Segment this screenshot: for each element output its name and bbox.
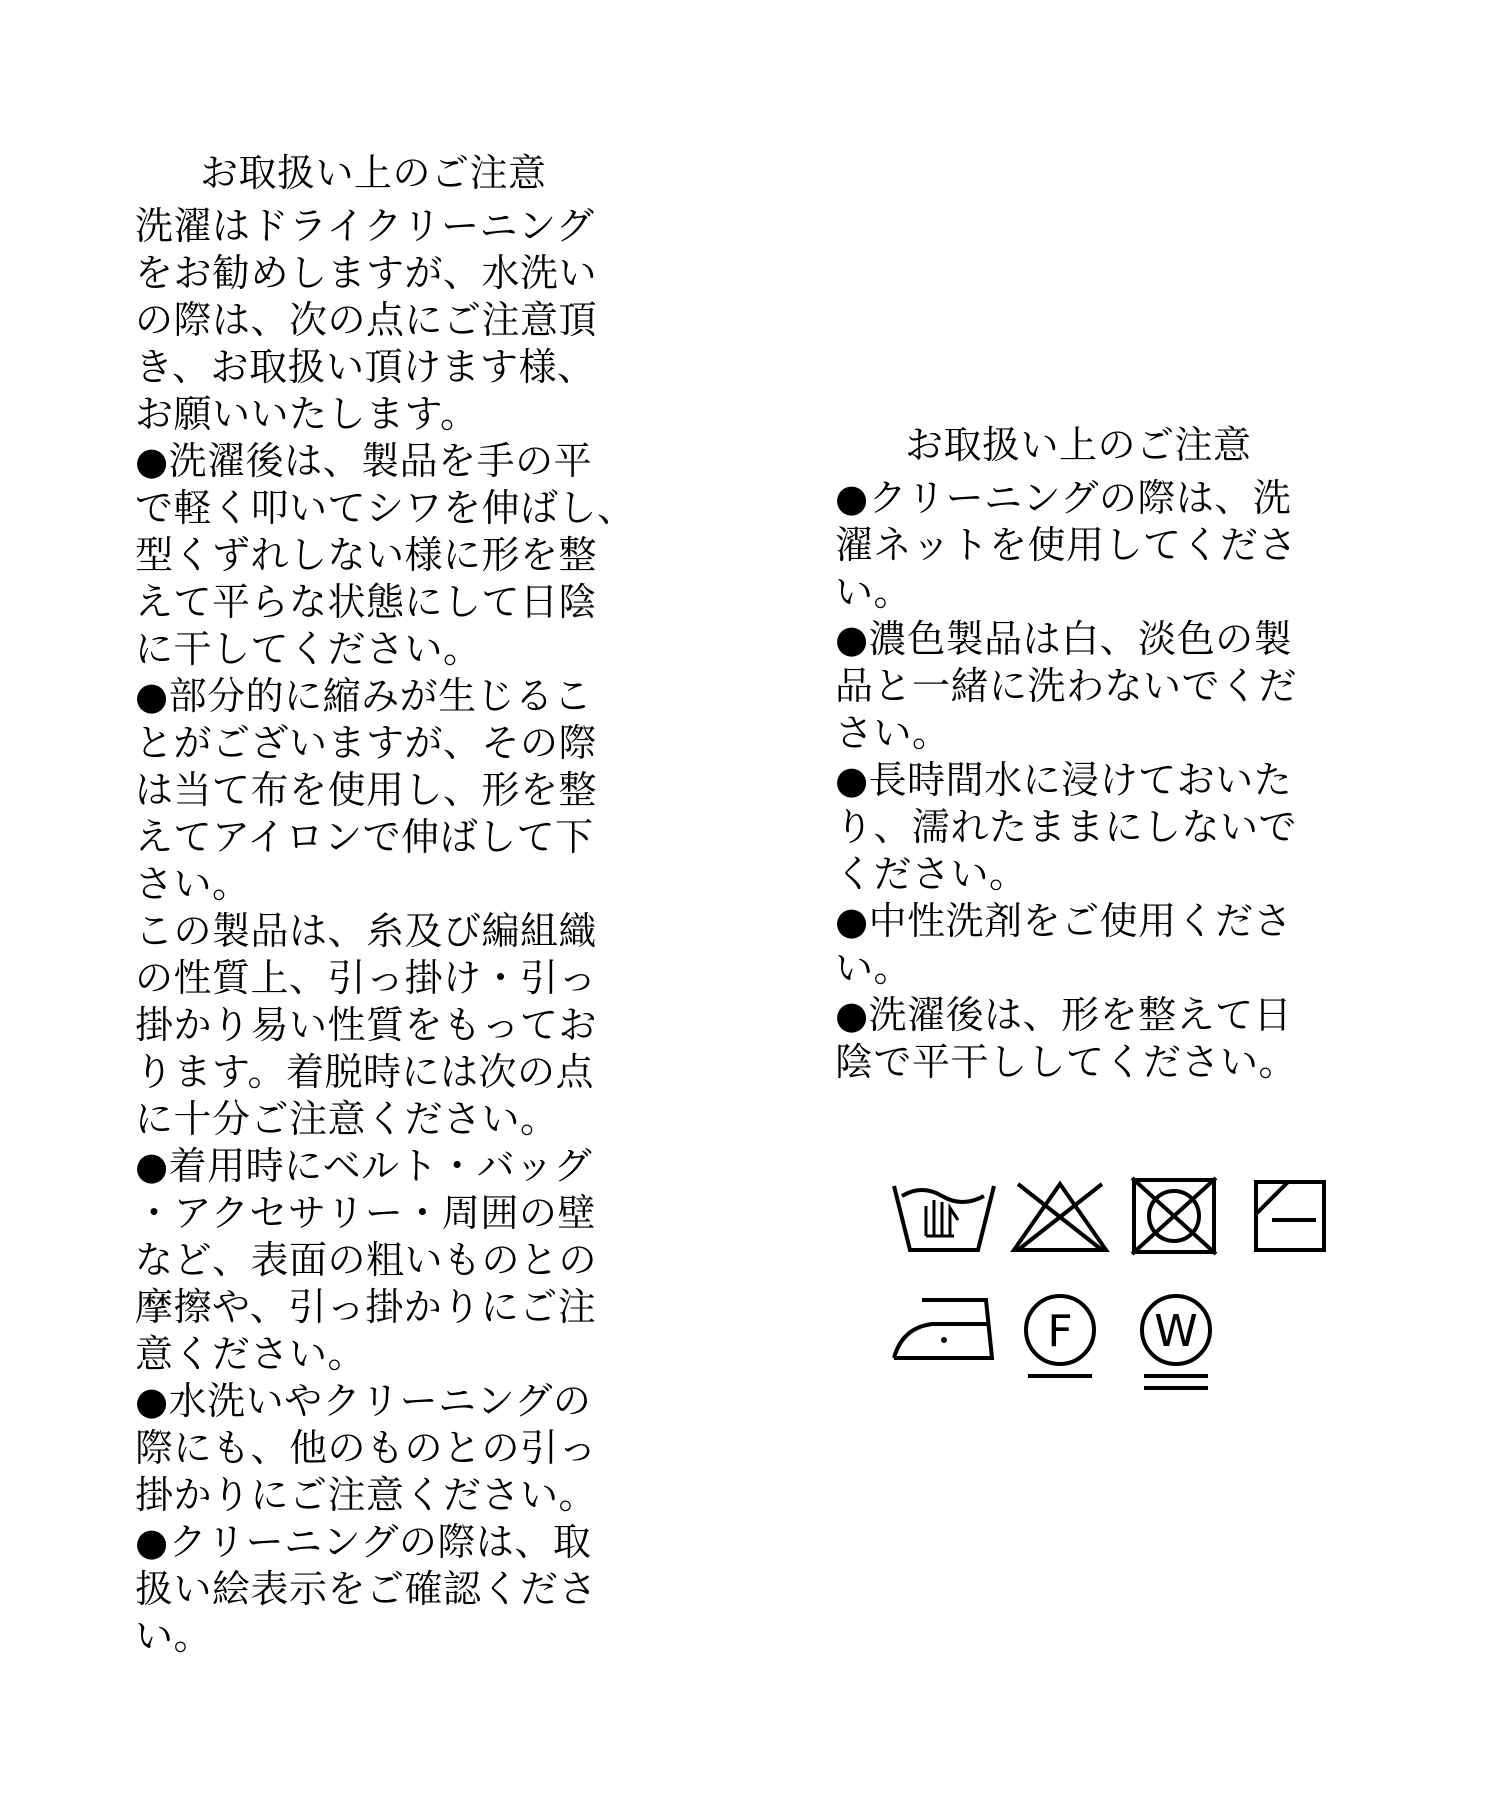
left-notice-line: 洗濯はドライクリーニング: [135, 204, 595, 248]
left-notice-line: 掛かり易い性質をもってお: [135, 1003, 598, 1047]
right-notice-line: ください。: [835, 852, 1028, 896]
left-notice-line: ●水洗いやクリーニングの: [135, 1379, 592, 1423]
right-notice-line: ●クリーニングの際は、洗: [835, 476, 1292, 520]
left-notice-line: この製品は、糸及び編組織: [135, 909, 598, 953]
left-care-notice: [135, 150, 655, 1660]
left-notice-line: ・アクセサリー・周囲の壁: [135, 1191, 596, 1235]
do-not-tumble-dry-icon: [1132, 1178, 1216, 1254]
left-notice-line: ●着用時にベルト・バッグ: [135, 1144, 593, 1188]
left-notice-line: に十分ご注意ください。: [135, 1097, 559, 1141]
right-care-notice: [835, 422, 1395, 1086]
right-notice-line: 陰で平干ししてください。: [835, 1040, 1298, 1084]
left-notice-line: 扱い絵表示をご確認くださ: [135, 1567, 598, 1611]
right-notice-line: ●中性洗剤をご使用くださ: [835, 899, 1293, 943]
right-notice-line: い。: [835, 570, 913, 614]
left-notice-line: 掛かりにご注意ください。: [135, 1473, 598, 1517]
left-notice-line: で軽く叩いてシワを伸ばし、: [135, 486, 636, 530]
left-notice-line: ●部分的に縮みが生じるこ: [135, 674, 593, 718]
left-notice-line: とがございますが、その際: [135, 721, 598, 765]
right-notice-line: 品と一緒に洗わないでくだ: [835, 664, 1298, 708]
right-notice-line: ●濃色製品は白、淡色の製: [835, 617, 1293, 661]
right-notice-line: り、濡れたままにしないで: [835, 805, 1298, 849]
left-notice-line: など、表面の粗いものとの: [135, 1238, 598, 1282]
left-notice-line: の性質上、引っ掛け・引っ: [135, 956, 598, 1000]
dry-clean-letter: F: [1047, 1306, 1073, 1357]
left-notice-line: えて平らな状態にして日陰: [135, 580, 598, 624]
left-notice-line: お願いいたします。: [135, 392, 479, 436]
right-notice-line: ●長時間水に浸けておいた: [835, 758, 1293, 802]
left-notice-line: は当て布を使用し、形を整: [135, 768, 598, 812]
left-notice-line: 摩擦や、引っ掛かりにご注: [135, 1285, 597, 1329]
right-notice-line: ●洗濯後は、形を整えて日: [835, 993, 1293, 1037]
left-notice-line: の際は、次の点にご注意頂: [135, 298, 598, 342]
left-notice-line: 際にも、他のものとの引っ: [135, 1426, 598, 1470]
do-not-bleach-icon: [1012, 1180, 1108, 1252]
left-notice-line: えてアイロンで伸ばして下: [135, 815, 594, 859]
left-notice-line: ります。着脱時には次の点: [135, 1050, 594, 1094]
right-notice-line: さい。: [835, 711, 951, 755]
left-notice-line: ●洗濯後は、製品を手の平: [135, 439, 593, 483]
left-notice-line: 意ください。: [135, 1332, 367, 1376]
right-notice-line: 濯ネットを使用してくださ: [835, 523, 1298, 567]
left-notice-line: い。: [135, 1614, 213, 1658]
dry-clean-f-icon: [1018, 1292, 1102, 1380]
left-notice-line: さい。: [135, 862, 251, 906]
left-notice-line: をお勧めしますが、水洗い: [135, 251, 598, 295]
iron-low-heat-icon: [892, 1290, 996, 1362]
left-notice-line: ●クリーニングの際は、取: [135, 1520, 592, 1564]
left-notice-line: に干してください。: [135, 627, 482, 671]
right-notice-line: い。: [835, 946, 913, 990]
left-notice-line: き、お取扱い頂けます様、: [135, 345, 596, 389]
hand-wash-icon: [892, 1180, 996, 1252]
left-notice-line: 型くずれしない様に形を整: [135, 533, 598, 577]
left-notice-title: お取扱い上のご注意: [200, 151, 547, 195]
dry-flat-in-shade-icon: [1254, 1180, 1326, 1252]
wet-clean-w-icon: [1134, 1292, 1218, 1394]
right-notice-title: お取扱い上のご注意: [905, 423, 1252, 467]
wet-clean-letter: W: [1154, 1306, 1198, 1357]
